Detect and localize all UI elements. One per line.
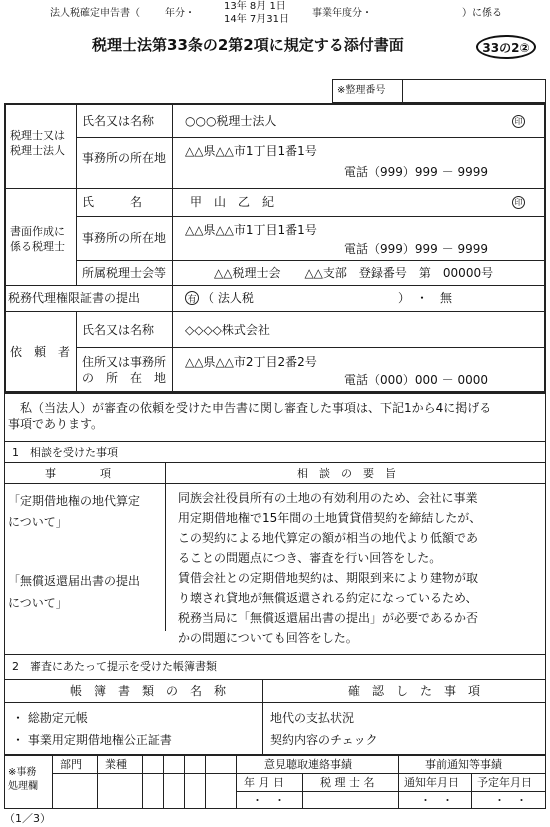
filer-phone-value: 電話（999）999 － 9999 (344, 165, 488, 179)
client-addr-label-2: の 所 在 地 (82, 371, 167, 385)
preparer-name-value: 甲 山 乙 紀 (190, 195, 275, 209)
client-addr-label-1: 住所又は事務所 (82, 355, 167, 369)
filer-office-label: 事務所の所在地 (82, 151, 167, 165)
header-period-label: 事業年度分・ (312, 8, 372, 19)
proxy-value: （ 法人税 (202, 291, 254, 305)
s2-book-1: ・ 総勘定元帳 (12, 711, 88, 725)
filer-group-label-2: 税理士法人 (10, 144, 65, 157)
section1-col-item: 事 項 (45, 467, 111, 480)
s1-item2-line2: について」 (8, 596, 68, 610)
s2-check-1: 地代の支払状況 (270, 711, 355, 725)
preparer-assoc-value: △△税理士会 △△支部 登録番号 第 00000号 (214, 266, 494, 280)
section2-col-books: 帳 簿 書 類 の 名 称 (70, 684, 227, 698)
page-title: 税理士法第33条の2第2項に規定する添付書面 (92, 36, 404, 54)
office-industry: 業種 (105, 758, 127, 771)
preparer-phone-value: 電話（999）999 － 9999 (344, 242, 488, 256)
office-planned-date: 予定年月日 (477, 776, 532, 789)
preparer-group-label-2: 係る税理士 (10, 240, 65, 253)
preparer-office-value: △△県△△市1丁目1番1号 (185, 223, 317, 237)
s1-text-8: かの問題についても回答をした。 (178, 631, 358, 645)
page-number: （1／3） (4, 812, 51, 825)
office-tax-name: 税 理 士 名 (320, 776, 375, 789)
s2-book-2: ・ 事業用定期借地権公正証書 (12, 733, 172, 747)
s1-text-4: ることの問題点につき、審査を行い回答をした。 (178, 551, 442, 565)
office-use-label-1: ※事務 (8, 767, 37, 778)
client-addr-value: △△県△△市2丁目2番2号 (185, 355, 317, 369)
client-name-value: ◇◇◇◇株式会社 (185, 323, 270, 337)
s1-text-1: 同族会社役員所有の土地の有効利用のため、会社に事業 (178, 491, 478, 505)
filer-office-value: △△県△△市1丁目1番1号 (185, 144, 317, 158)
proxy-yes-circle: 有 (185, 291, 199, 305)
section1-heading: 1 相談を受けた事項 (12, 446, 118, 459)
office-date-dots: ・ ・ (252, 794, 285, 807)
office-notice-dots: ・ ・ (420, 794, 453, 807)
office-planned-dots: ・ ・ (494, 794, 527, 807)
proxy-close: ） ・ 無 (398, 291, 453, 305)
preparer-seal-icon: 印 (512, 196, 525, 209)
header-date-from: 13年 8月 1日 (224, 1, 286, 12)
proxy-label: 税務代理権限証書の提出 (8, 291, 141, 305)
office-use-label-2: 処理欄 (8, 781, 38, 792)
office-prior: 事前通知等事績 (425, 758, 502, 771)
form-number-badge (476, 35, 536, 59)
s1-text-5: 賃借会社との定期借地契約は、期限到来により建物が取 (178, 571, 479, 585)
preparer-group-label-1: 書面作成に (10, 225, 65, 238)
statement-line-2: 事項であります。 (8, 417, 104, 431)
client-group-label: 依 頼 者 (10, 345, 71, 359)
header-suffix: ）に係る (462, 8, 502, 19)
office-opinion: 意見聴取連絡事績 (264, 758, 352, 771)
filer-name-label: 氏名又は名称 (82, 114, 155, 128)
form-number: 33の2② (482, 40, 530, 55)
office-notice-date: 通知年月日 (404, 776, 459, 789)
s1-text-7: 税務当局に「無償返還届出書の提出」が必要であるか否 (178, 611, 479, 625)
filer-seal-icon: 印 (512, 115, 525, 128)
section1-col-summary: 相 談 の 要 旨 (297, 467, 396, 480)
s1-item1-line2: について」 (8, 515, 68, 529)
client-name-label: 氏名又は名称 (82, 323, 155, 337)
office-dept: 部門 (60, 758, 82, 771)
s1-text-6: り壊され貸地が無償返還される約定になっているため、 (178, 591, 478, 605)
header-prefix: 法人税確定申告書（ (50, 8, 140, 19)
section2-heading: 2 審査にあたって提示を受けた帳簿書類 (12, 660, 217, 673)
s1-item2-line1: 「無償返還届出書の提出 (8, 574, 141, 588)
preparer-assoc-label: 所属税理士会等 (82, 266, 167, 280)
s1-text-3: この契約による地代算定の額が相当の地代より低額であ (178, 531, 479, 545)
client-phone-value: 電話（000）000 － 0000 (344, 373, 488, 387)
section2-col-checks: 確 認 し た 事 項 (348, 684, 481, 698)
s1-text-2: 用定期借地権で15年間の土地賃貸借契約を締結したが、 (178, 511, 482, 525)
header-date-to: 14年 7月31日 (224, 14, 289, 25)
filer-group-label-1: 税理士又は (10, 129, 65, 142)
s2-check-2: 契約内容のチェック (270, 733, 378, 747)
filer-name-value: ○○○税理士法人 (185, 114, 277, 128)
preparer-office-label: 事務所の所在地 (82, 231, 167, 245)
ref-number-label: ※整理番号 (337, 85, 386, 96)
statement-line-1: 私（当法人）が審査の依頼を受けた申告書に関し審査した事項は、下記1から4に掲げる (20, 401, 492, 415)
office-date: 年 月 日 (244, 776, 284, 789)
header-year-label: 年分・ (165, 8, 195, 19)
s1-item1-line1: 「定期借地権の地代算定 (8, 494, 141, 508)
preparer-name-label: 氏 名 (82, 195, 143, 209)
